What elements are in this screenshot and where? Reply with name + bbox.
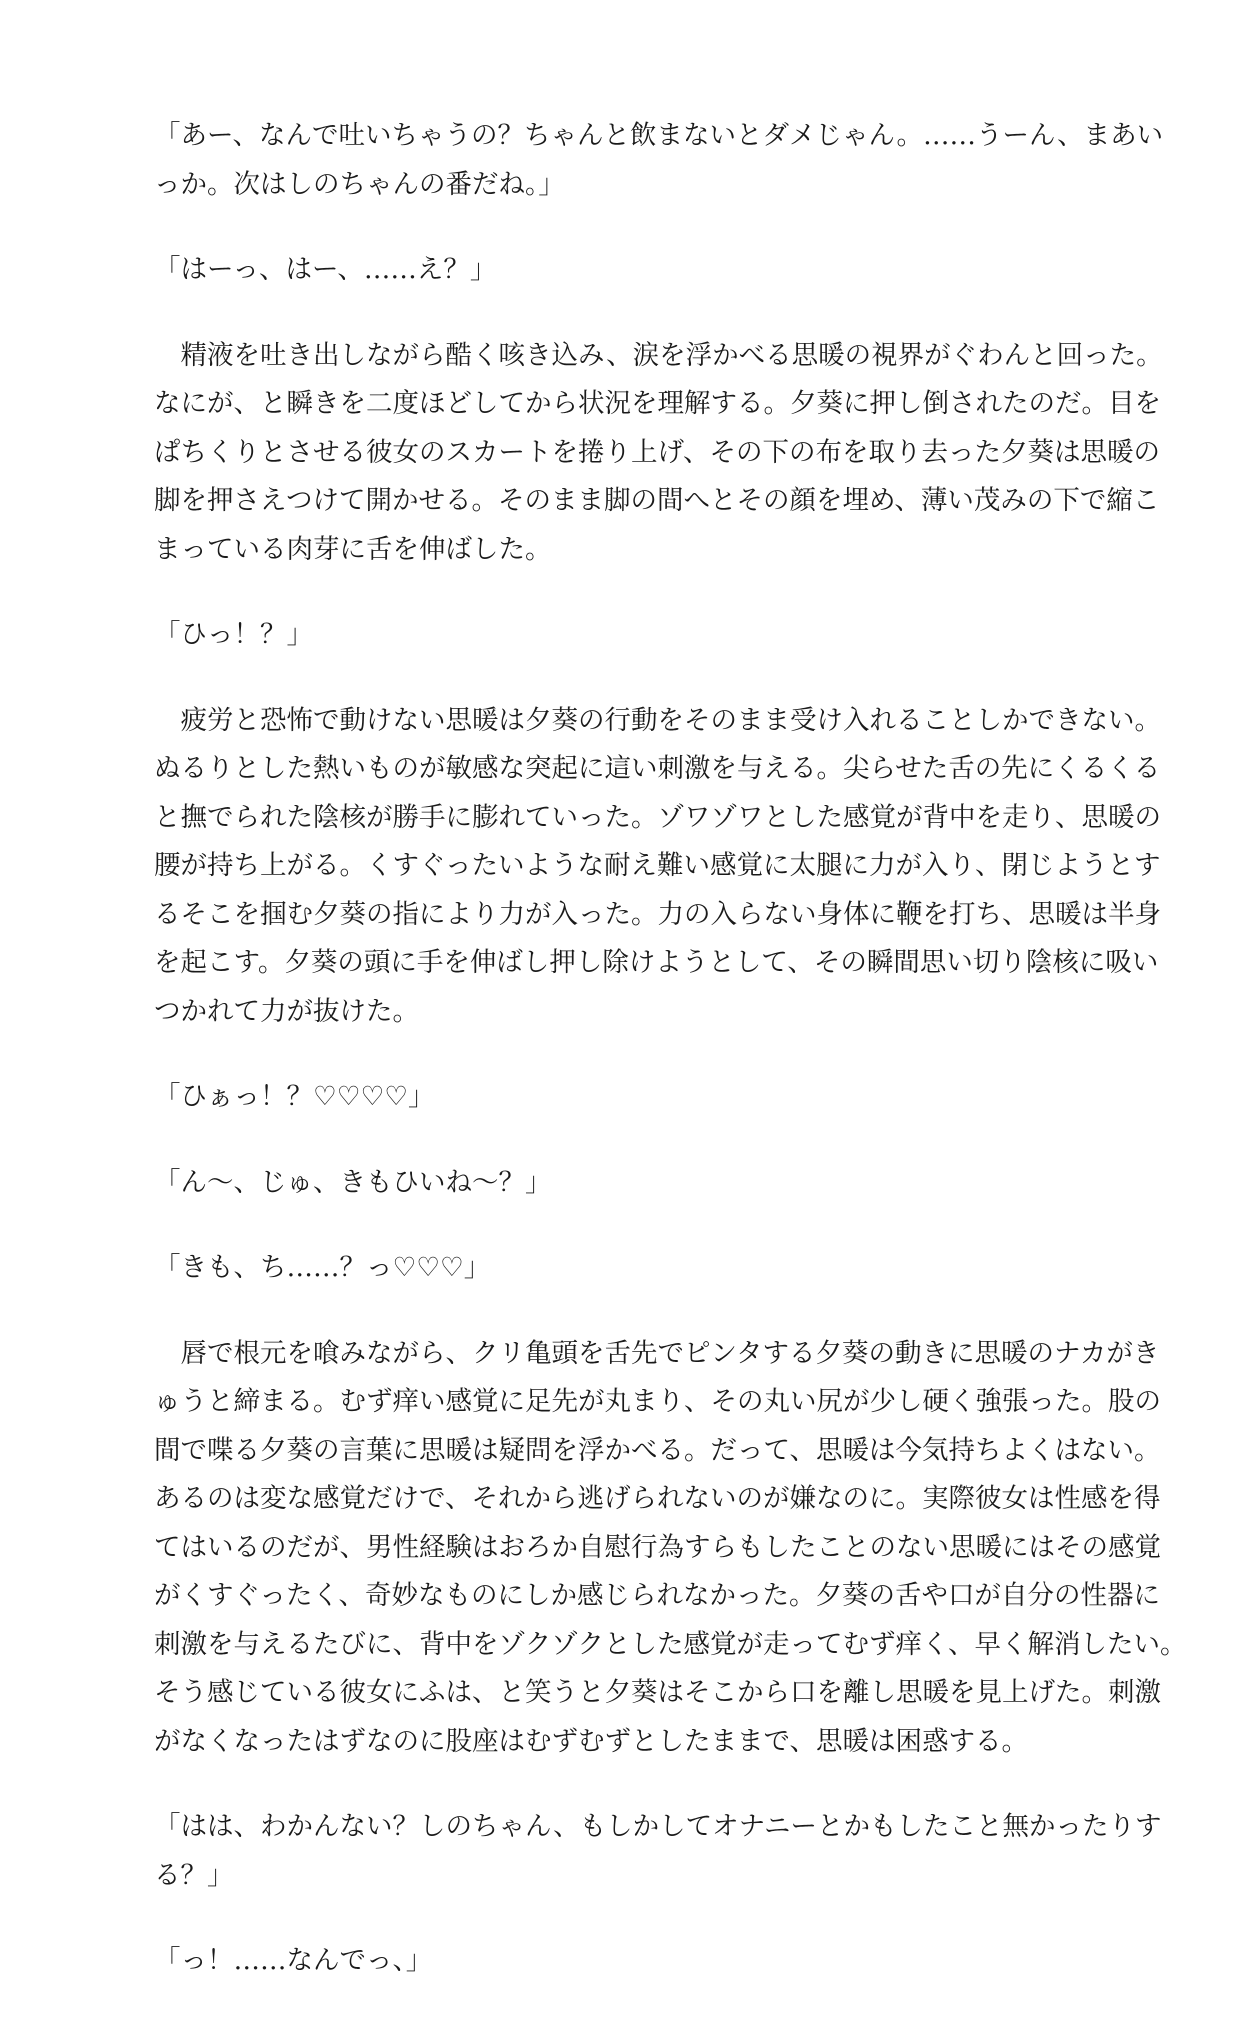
paragraph [154,1803,1162,1900]
text-line: 「っ！……なんでっ、」 [154,1945,433,1976]
text-line: まっている肉芽に舌を伸ばした。 [154,533,552,565]
text-line: あるのは変な感覚だけで、それから逃げられないのが嫌なのに。実際彼女は性感を得 [154,1483,1161,1514]
text-line: を起こす。夕葵の頭に手を伸ばし押し除けようとして、その瞬間思い切り陰核に吸い [154,947,1159,978]
text-line: 「ひっ！？」 [154,619,313,650]
text-line: 「はは、わかんない？しのちゃん、もしかしてオナニーとかもしたこと無かったりす [154,1811,1162,1842]
text-line: っか。次はしのちゃんの番だね。」 [154,168,565,200]
text-line: と撫でられた陰核が勝手に膨れていった。ゾワゾワとした感覚が背中を走り、思暖の [154,801,1161,833]
document-page [154,112,1187,2023]
text-line: 腰が持ち上がる。くすぐったいような耐え難い感覚に太腿に力が入り、閉じようとす [154,850,1161,881]
paragraph [154,332,1163,575]
text-line: 「ん〜、じゅ、きもひいね〜？」 [154,1166,552,1198]
text-line: 「ひぁっ！？♡♡♡♡」 [154,1081,435,1112]
text-line: つかれて力が抜けた。 [154,995,419,1027]
text-line: 精液を吐き出しながら酷く咳き込み、涙を浮かべる思暖の視界がぐわんと回った。 [154,339,1163,371]
text-line: ぱちくりとさせる彼女のスカートを捲り上げ、その下の布を取り去った夕葵は思暖の [154,436,1160,468]
text-line: 間で喋る夕葵の言葉に思暖は疑問を浮かべる。だって、思暖は今気持ちよくはない。 [154,1434,1161,1466]
text-line: 「はーっ、はー、……え？」 [154,254,497,285]
paragraph [154,1159,1100,1208]
text-line: 「きも、ち……？っ♡♡♡」 [154,1252,491,1283]
text-line: 脚を押さえつけて開かせる。そのまま脚の間へとその顔を埋め、薄い茂みの下で縮こ [154,485,1160,516]
paragraph [154,1937,1100,1986]
paragraph [154,697,1161,1037]
text-line: ゅうと締まる。むず痒い感覚に足先が丸まり、その丸い尻が少し硬く強張った。股の [154,1386,1161,1417]
paragraph [154,112,1164,209]
text-line: がなくなったはずなのに股座はむずむずとしたままで、思暖は困惑する。 [154,1725,1028,1757]
text-line: てはいるのだが、男性経験はおろか自慰行為すらもしたことのない思暖にはその感覚 [154,1531,1161,1563]
paragraph [154,611,1100,660]
text-line: るそこを掴む夕葵の指により力が入った。力の入らない身体に鞭を打ち、思暖は半身 [154,898,1161,930]
text-line: 「あー、なんで吐いちゃうの？ちゃんと飲まないとダメじゃん。……うーん、まあい [154,120,1164,151]
text-line: がくすぐったく、奇妙なものにしか感じられなかった。夕葵の舌や口が自分の性器に [154,1580,1160,1611]
text-line: 疲労と恐怖で動けない思暖は夕葵の行動をそのまま受け入れることしかできない。 [154,704,1161,736]
paragraph [154,246,1100,295]
text-line: る？」 [154,1859,234,1891]
text-line: 刺激を与えるたびに、背中をゾクゾクとした感覚が走ってむず痒く、早く解消したい。 [154,1628,1187,1660]
paragraph [154,1244,1100,1293]
text-line: ぬるりとした熱いものが敏感な突起に這い刺激を与える。尖らせた舌の先にくるくる [154,753,1161,784]
paragraph [154,1330,1187,1767]
text-line: 唇で根元を喰みながら、クリ亀頭を舌先でピンタする夕葵の動きに思暖のナカがき [154,1337,1160,1369]
paragraph [154,1073,1100,1122]
text-line: なにが、と瞬きを二度ほどしてから状況を理解する。夕葵に押し倒されたのだ。目を [154,388,1161,419]
text-line: そう感じている彼女にふは、と笑うと夕葵はそこから口を離し思暖を見上げた。刺激 [154,1677,1161,1708]
